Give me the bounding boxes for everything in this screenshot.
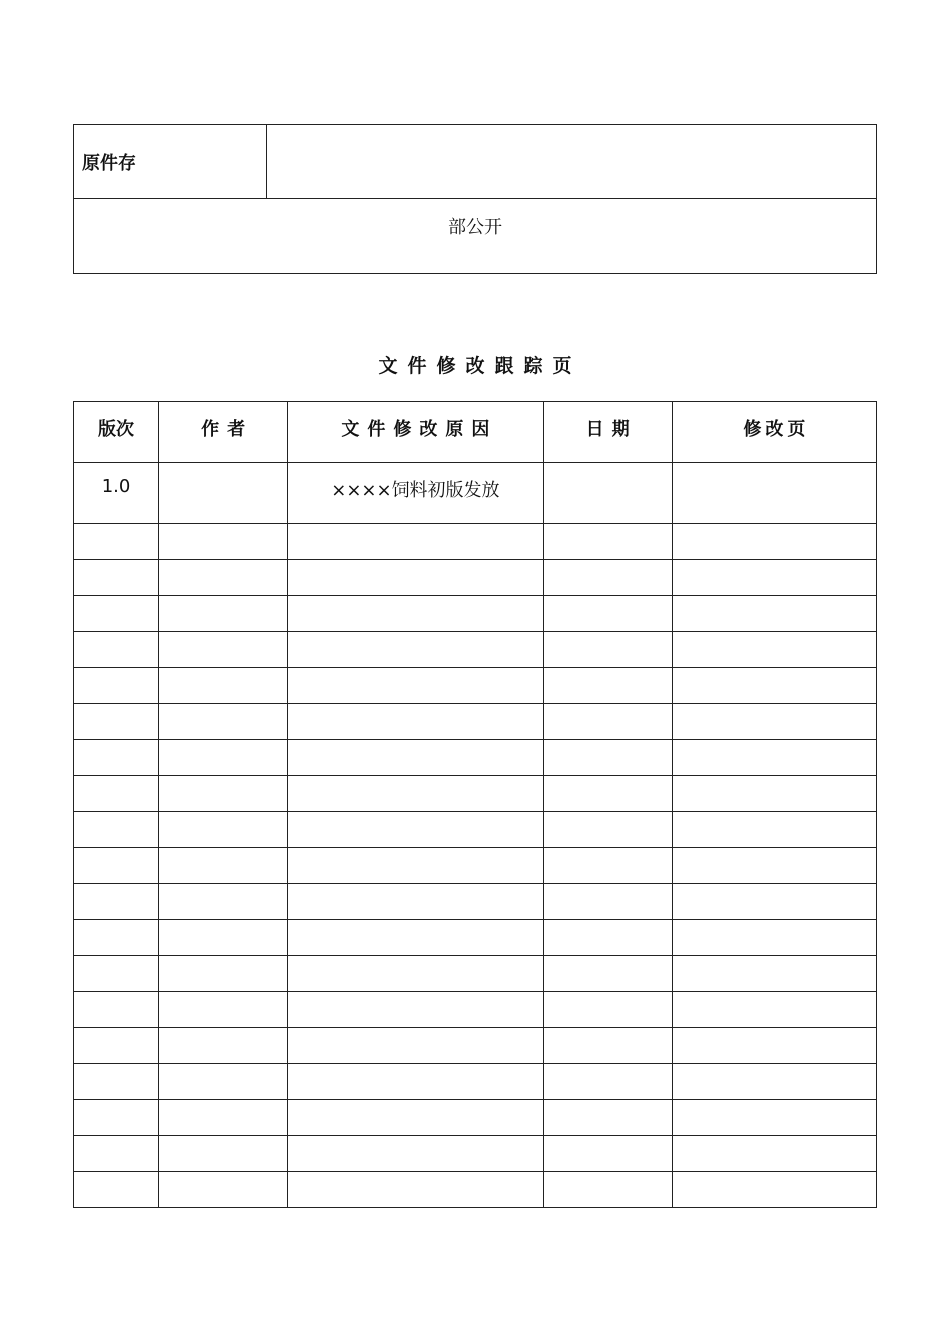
cell-pages [672,1064,876,1100]
cell-reason [288,740,543,776]
cell-version [74,884,159,920]
cell-author [159,560,288,596]
cell-date [543,812,672,848]
cell-author [159,632,288,668]
cell-pages [672,956,876,992]
header-pages: 修改页 [672,402,876,463]
table-row [74,668,877,704]
cell-date [543,920,672,956]
cell-version [74,1136,159,1172]
cell-version [74,668,159,704]
cell-date [543,1136,672,1172]
cell-reason [288,1028,543,1064]
cell-pages [672,704,876,740]
cell-reason [288,668,543,704]
cell-author [159,1100,288,1136]
cell-author [159,848,288,884]
cell-date [543,560,672,596]
table-row [74,463,877,524]
cell-version [74,956,159,992]
cell-reason [288,524,543,560]
table-header-row [74,402,877,463]
cell-pages [672,560,876,596]
table-row [74,884,877,920]
cell-version [74,848,159,884]
cell-reason [288,596,543,632]
cell-date [543,956,672,992]
cell-version [74,560,159,596]
archive-row [74,125,877,199]
table-row [74,1100,877,1136]
cell-pages [672,1100,876,1136]
cell-author [159,956,288,992]
cell-reason [288,632,543,668]
cell-version [74,1172,159,1208]
cell-author [159,704,288,740]
cell-date [543,1172,672,1208]
cell-version [74,920,159,956]
cell-date [543,524,672,560]
table-row [74,740,877,776]
cell-version [74,524,159,560]
cell-date [543,668,672,704]
cell-version [74,992,159,1028]
table-row [74,1136,877,1172]
cell-author [159,668,288,704]
cell-reason: ××××饲料初版发放 [288,463,543,524]
cell-reason [288,776,543,812]
cell-version [74,632,159,668]
cell-reason [288,1100,543,1136]
table-row [74,1028,877,1064]
cell-author [159,596,288,632]
table-row [74,776,877,812]
cell-author [159,1136,288,1172]
cell-date [543,884,672,920]
table-row [74,704,877,740]
cell-author [159,812,288,848]
cell-date [543,740,672,776]
document-info-table [73,124,877,274]
cell-author [159,524,288,560]
cell-author [159,884,288,920]
cell-author [159,1172,288,1208]
cell-pages [672,848,876,884]
cell-date [543,992,672,1028]
cell-pages [672,668,876,704]
cell-version [74,1028,159,1064]
cell-date [543,632,672,668]
cell-date [543,776,672,812]
table-row [74,524,877,560]
scope-row [74,199,877,274]
cell-version [74,1064,159,1100]
cell-reason [288,1136,543,1172]
archive-value [267,125,877,199]
cell-date [543,704,672,740]
cell-author [159,1064,288,1100]
cell-pages [672,1028,876,1064]
cell-reason [288,812,543,848]
cell-version [74,704,159,740]
table-row [74,992,877,1028]
archive-label: 原件存 [74,125,267,199]
cell-date [543,1028,672,1064]
cell-reason [288,884,543,920]
cell-reason [288,560,543,596]
cell-pages [672,776,876,812]
header-date: 日期 [543,402,672,463]
cell-date [543,463,672,524]
cell-date [543,1064,672,1100]
cell-pages [672,992,876,1028]
cell-pages [672,740,876,776]
table-row [74,956,877,992]
cell-author [159,776,288,812]
header-version: 版次 [74,402,159,463]
cell-version [74,1100,159,1136]
cell-author [159,992,288,1028]
cell-pages [672,596,876,632]
cell-pages [672,1172,876,1208]
cell-reason [288,992,543,1028]
header-reason: 文件修改原因 [288,402,543,463]
cell-pages [672,463,876,524]
table-row [74,848,877,884]
cell-reason [288,1064,543,1100]
cell-version [74,812,159,848]
cell-reason [288,920,543,956]
cell-date [543,848,672,884]
cell-author [159,463,288,524]
cell-reason [288,956,543,992]
cell-reason [288,1172,543,1208]
cell-pages [672,884,876,920]
table-row [74,596,877,632]
cell-date [543,1100,672,1136]
table-row [74,560,877,596]
cell-author [159,1028,288,1064]
cell-reason [288,704,543,740]
cell-pages [672,812,876,848]
cell-version: 1.0 [74,463,159,524]
page-title: 文件修改跟踪页 [378,355,582,377]
table-row [74,920,877,956]
table-row [74,632,877,668]
table-row [74,812,877,848]
cell-date [543,596,672,632]
cell-author [159,920,288,956]
cell-version [74,776,159,812]
cell-pages [672,920,876,956]
cell-author [159,740,288,776]
table-body [74,463,877,1208]
table-row [74,1064,877,1100]
cell-reason [288,848,543,884]
header-author: 作者 [159,402,288,463]
table-row [74,1172,877,1208]
cell-version [74,740,159,776]
cell-pages [672,632,876,668]
revision-tracking-table [73,401,877,1208]
cell-pages [672,1136,876,1172]
scope-text: 部公开 [74,199,877,274]
cell-pages [672,524,876,560]
cell-version [74,596,159,632]
